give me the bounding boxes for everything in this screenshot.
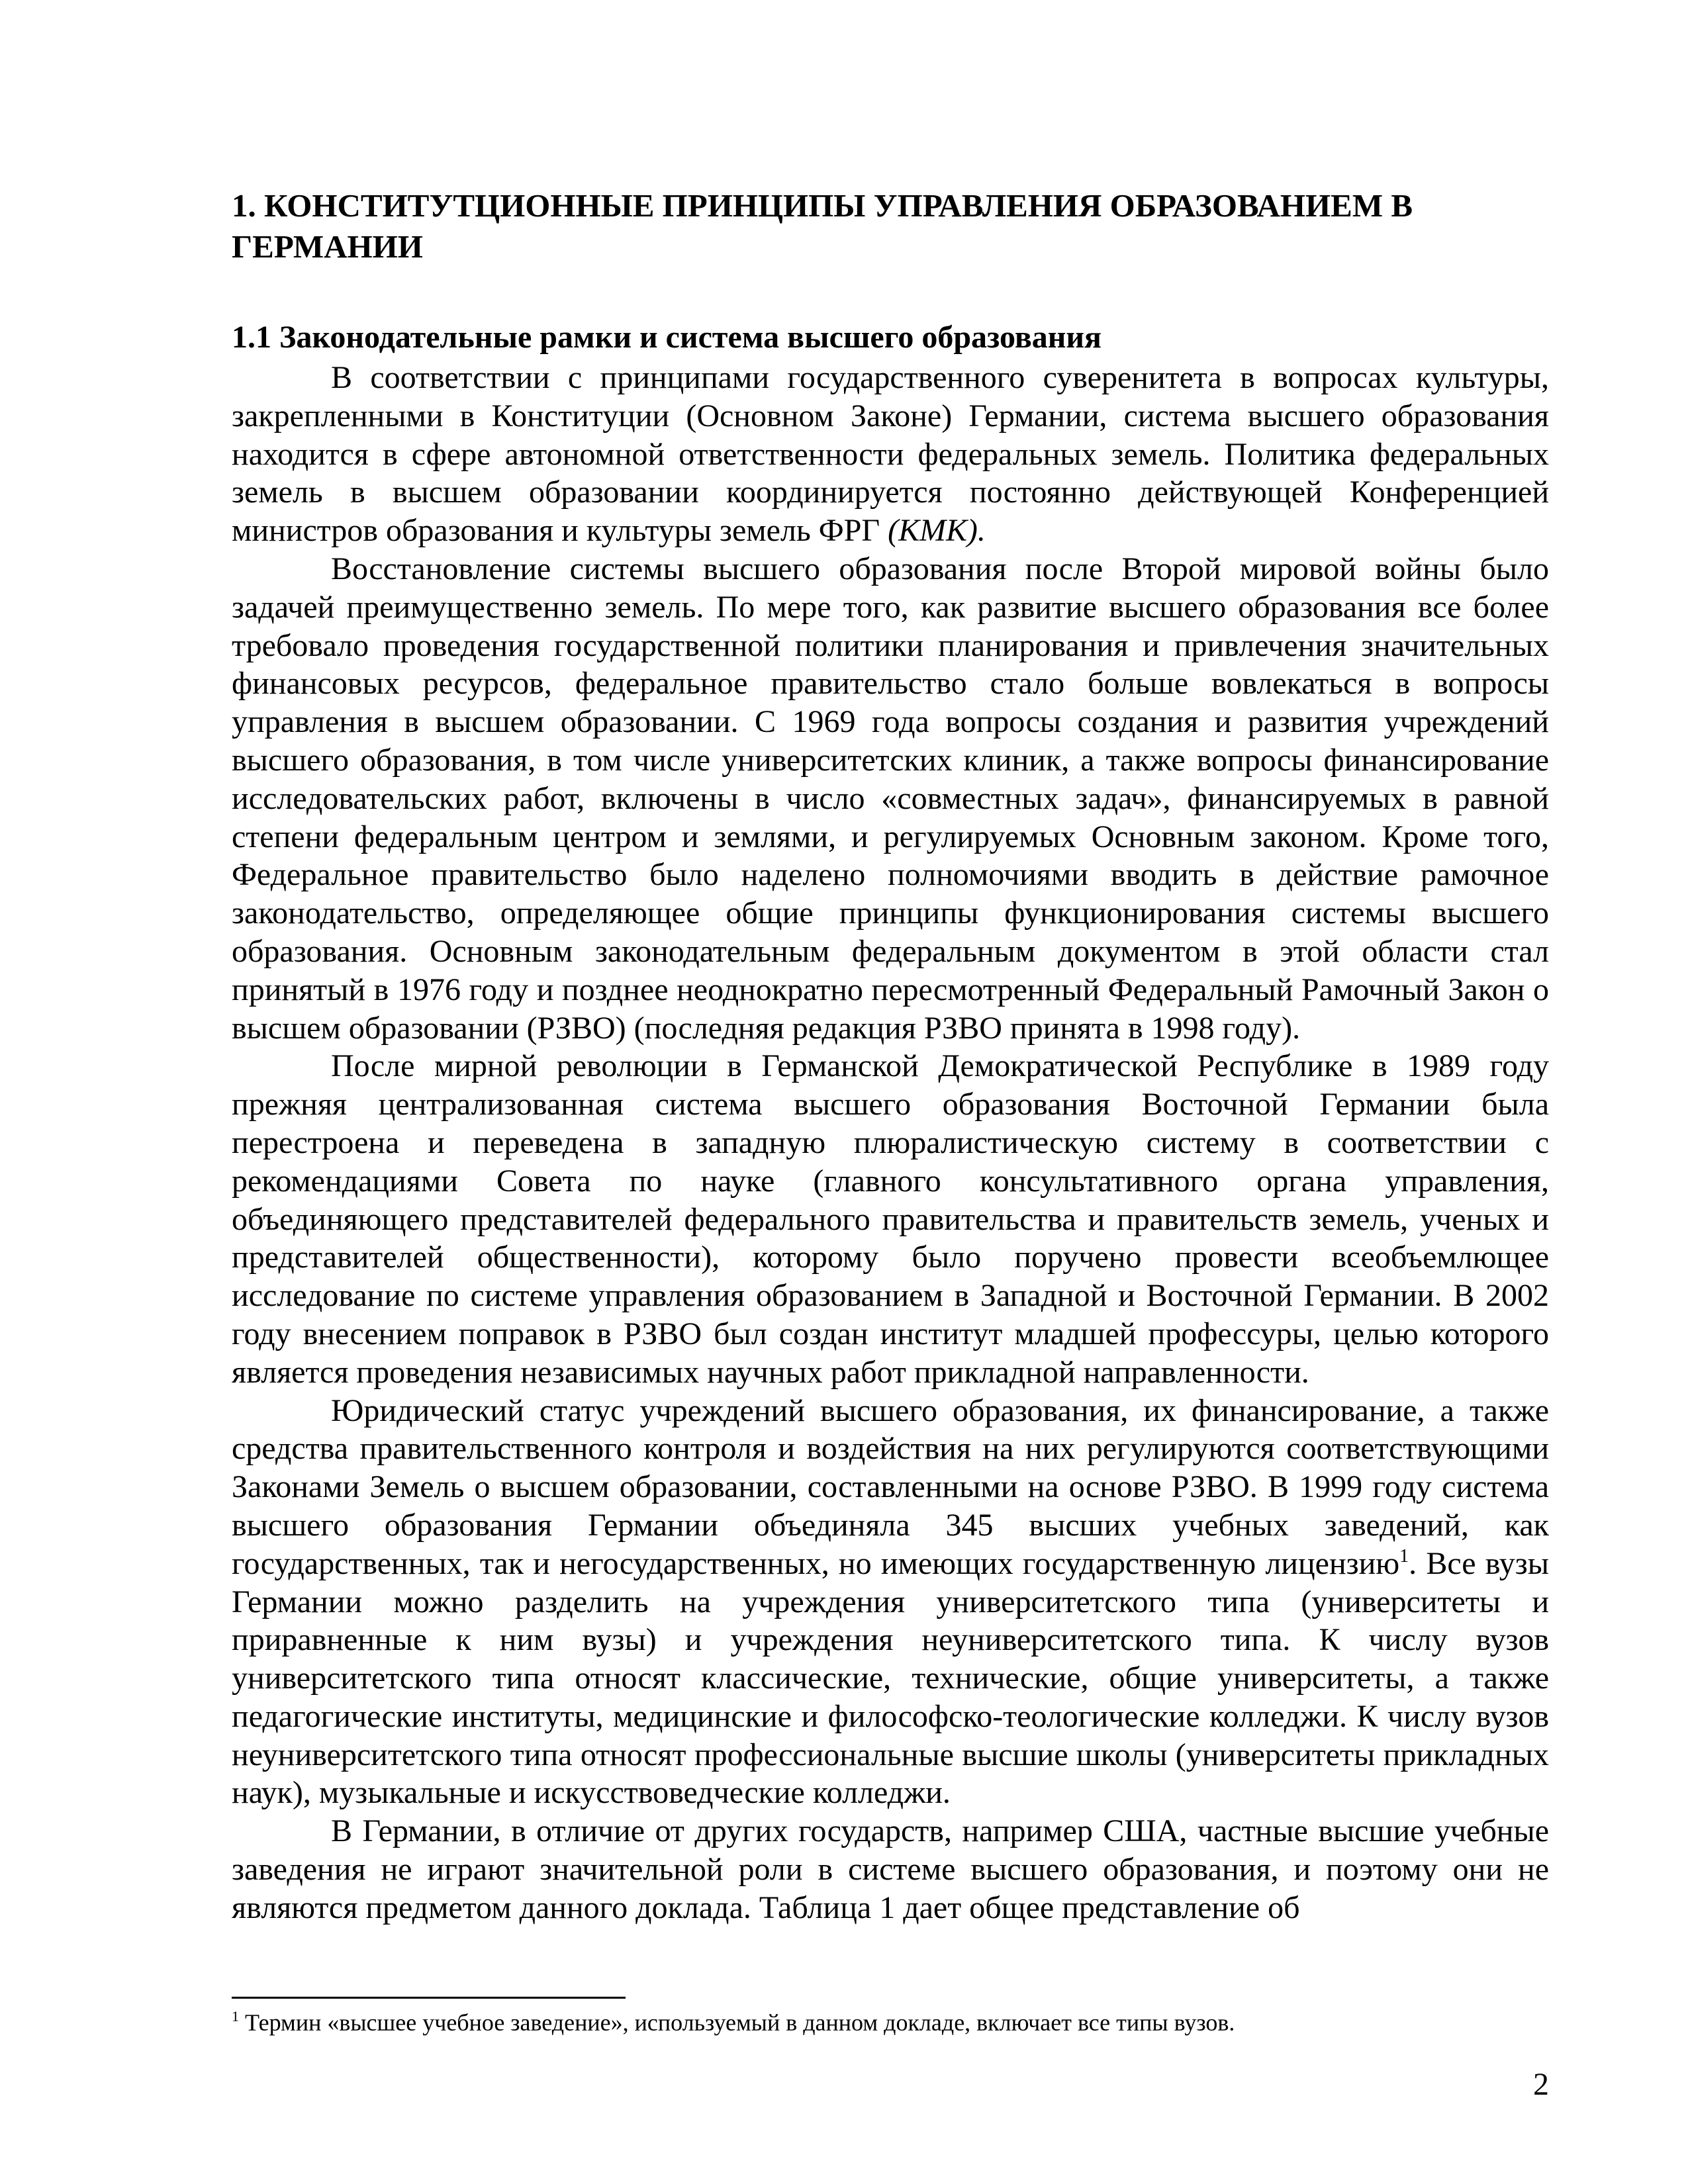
footnote-text: Термин «высшее учебное заведение», используемый в данном докладе, включает все типы вузов.: [239, 2009, 1235, 2036]
paragraph-2: Восстановление системы высшего образования после Второй мировой войны было задачей преимущественно земель. По мере того, как развитие высшего образования все более требовало проведения государственной политики планирования и привлечения значительных финансовых ресурсов, федеральное правительство стало больше вовлекаться в вопросы управления в высшем образовании. С 1969 года вопросы создания и развития учреждений высшего образования, в том числе университетских клиник, а также вопросы финансирование исследовательских работ, включены в число «совместных задач», финансируемых в равной степени федеральным центром и землями, и регулируемых Основным законом. Кроме того, Федеральное правительство было наделено полномочиями вводить в действие рамочное законодательство, определяющее общие принципы функционирования системы высшего образования. Основным законодательным федеральным документом в этой области стал принятый в 1976 году и позднее неоднократно пересмотренный Федеральный Рамочный Закон о высшем образовании (РЗВО) (последняя редакция РЗВО принята в 1998 году).: [232, 551, 1549, 1046]
chapter-title: 1. КОНСТИТУТЦИОННЫЕ ПРИНЦИПЫ УПРАВЛЕНИЯ ОБРАЗОВАНИЕМ В ГЕРМАНИИ: [232, 187, 1413, 265]
paragraph-5: В Германии, в отличие от других государств, например США, частные высшие учебные заведения не играют значительной роли в системе высшего образования, и поэтому они не являются предметом данного доклада. Таблица 1 дает общее представление об: [232, 1813, 1549, 1925]
paragraph-4: [232, 1392, 1549, 1813]
footnote-number: 1: [232, 2008, 239, 2025]
kmk-abbreviation: (КМК).: [888, 513, 986, 549]
footnote-reference: 1: [1399, 1545, 1409, 1567]
paragraph-3: После мирной революции в Германской Демократической Республике в 1989 году прежняя централизованная система высшего образования Восточной Германии была перестроена и переведена в западную плюралистическую систему в соответствии с рекомендациями Совета по науке (главного консультативного органа управления, объединяющего представителей федерального правительства и правительств земель, ученых и представителей общественности), которому было поручено провести всеобъемлющее исследование по системе управления образованием в Западной и Восточной Германии. В 2002 году внесением поправок в РЗВО был создан институт младшей профессуры, целью которого является проведения независимых научных работ прикладной направленности.: [232, 1048, 1549, 1390]
page-number: 2: [1533, 2067, 1549, 2102]
paragraph-4-text-before: Юридический статус учреждений высшего образования, их финансирование, а также средства правительственного контроля и воздействия на них регулируются соответствующими Законами Земель о высшем образовании, составленными на основе РЗВО. В 1999 году система высшего образования Германии объединяла 345 высших учебных заведений, как государственных, так и негосударственных, но имеющих государственную лицензию: [232, 1392, 1549, 1581]
footnote-separator: [232, 1997, 626, 1999]
paragraph-4-text-after: . Все вузы Германии можно разделить на учреждения университетского типа (университеты и приравненные к ним вузы) и учреждения неуниверситетского типа. К числу вузов университетского типа относят классические, технические, общие университеты, а также педагогические институты, медицинские и философско-теологические колледжи. К числу вузов неуниверситетского типа относят профессиональные высшие школы (университеты прикладных наук), музыкальные и искусствоведческие колледжи.: [232, 1545, 1549, 1811]
page-content: [232, 185, 1549, 1927]
footnote: [232, 2008, 1549, 2037]
paragraph-1-text: В соответствии с принципами государственного суверенитета в вопросах культуры, закрепленными в Конституции (Основном Законе) Германии, система высшего образования находится в сфере автономной ответственности федеральных земель. Политика федеральных земель в высшем образовании координируется постоянно действующей Конференцией министров образования и культуры земель ФРГ: [232, 360, 1549, 549]
section-title: 1.1 Законодательные рамки и система высшего образования: [232, 320, 1102, 355]
paragraph-1: [232, 359, 1549, 550]
